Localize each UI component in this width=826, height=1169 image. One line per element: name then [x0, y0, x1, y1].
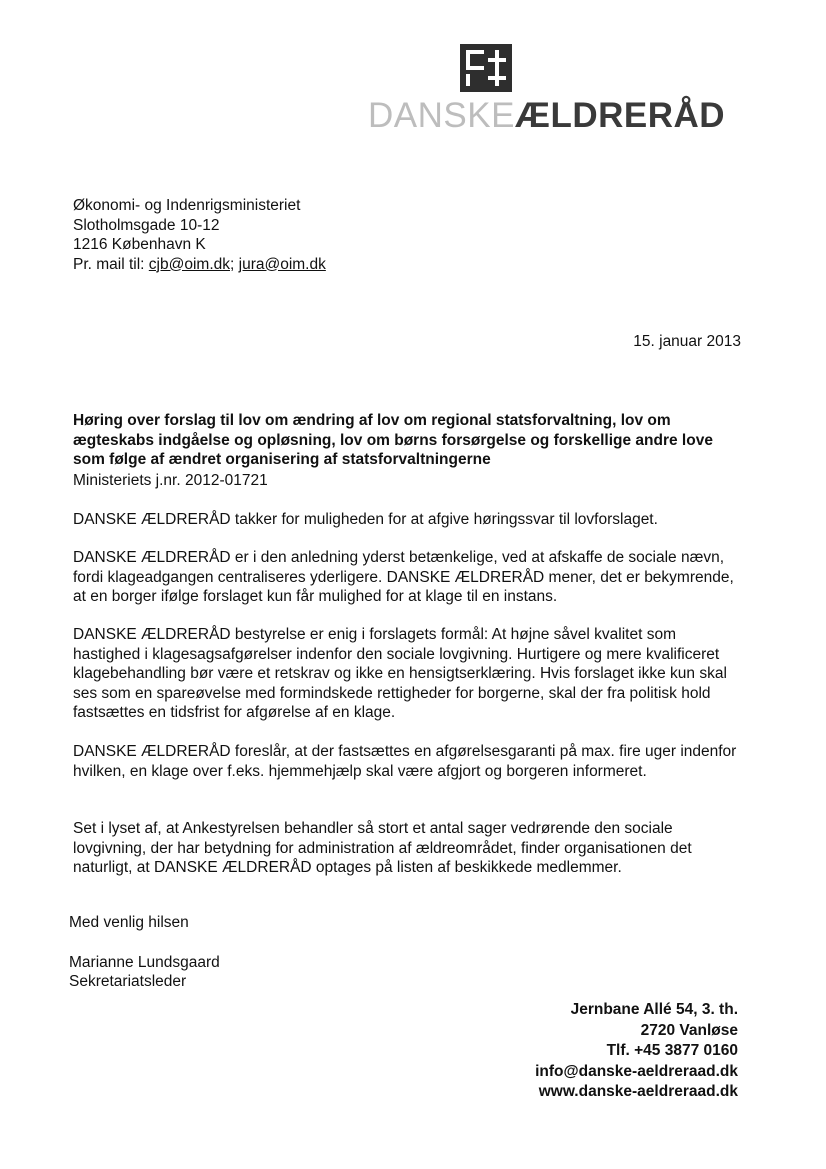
reference-number: Ministeriets j.nr. 2012-01721 — [73, 472, 268, 489]
logo-wordmark-dark: ÆLDRERÅD — [514, 96, 726, 135]
paragraph-1: DANSKE ÆLDRERÅD takker for muligheden for at afgive høringssvar til lovforslaget. — [73, 511, 658, 528]
paragraph-4: DANSKE ÆLDRERÅD foreslår, at der fastsættes en afgørelsesgaranti på max. fire uger indenfor hvilken, en klage over f.eks. hjemmehjælp skal være afgjort og borgeren informeret. — [73, 743, 737, 780]
logo-wordmark — [368, 98, 725, 134]
paragraph-3: DANSKE ÆLDRERÅD bestyrelse er enig i forslagets formål: At højne såvel kvalitet som hastighed i klagesagsafgørelser indenfor den sociale lovgivning. Hurtigere og mere kvalificeret klagebehandling bør være et retskrav og ikke en hensigtserklæring. Hvis forslaget ikke kun skal ses som en spareøvelse med formindskede rettigheder for borgerne, skal der fra politisk hold fastsættes en tidsfrist for afgørelse af en klage. — [73, 626, 727, 721]
signer-name: Marianne Lundsgaard — [69, 954, 220, 971]
signer-title: Sekretariatsleder — [69, 973, 187, 990]
recipient-line-3: 1216 København K — [73, 236, 206, 253]
letter-subject: Høring over forslag til lov om ændring af lov om regional statsforvaltning, lov om ægteskabs indgåelse og opløsning, lov om børns forsørgelse og forskellige andre love som følge af ændret organisering af statsforvaltningerne — [73, 412, 713, 468]
footer-website[interactable]: www.danske-aeldreraad.dk — [538, 1083, 738, 1100]
paragraph-5: Set i lyset af, at Ankestyrelsen behandler så stort et antal sager vedrørende den sociale lovgivning, der har betydning for administration af ældreområdet, finder organisationen det naturligt, at DANSKE ÆLDRERÅD optages på listen af beskikkede medlemmer. — [73, 820, 692, 876]
closing-greeting: Med venlig hilsen — [69, 914, 189, 931]
logo-wordmark-light: DANSKE — [368, 96, 515, 135]
footer-email[interactable]: info@danske-aeldreraad.dk — [535, 1062, 738, 1080]
footer-contact — [535, 1000, 738, 1103]
letter-date: 15. januar 2013 — [633, 333, 741, 350]
mail-link-jura[interactable]: jura@oim.dk — [238, 255, 326, 273]
mail-link-cjb[interactable]: cjb@oim.dk — [148, 255, 230, 273]
recipient-mail-line — [73, 255, 326, 275]
recipient-line-2: Slotholmsgade 10-12 — [73, 216, 220, 234]
letterhead-logo — [368, 44, 728, 136]
recipient-address — [73, 196, 326, 274]
mail-prefix: Pr. mail til: — [73, 255, 149, 273]
footer-city: 2720 Vanløse — [640, 1021, 738, 1039]
mail-separator: ; — [230, 255, 239, 273]
footer-street: Jernbane Allé 54, 3. th. — [570, 1001, 738, 1018]
danske-aeldreraad-logo-icon — [460, 44, 512, 92]
footer-phone: Tlf. +45 3877 0160 — [606, 1042, 738, 1059]
paragraph-2: DANSKE ÆLDRERÅD er i den anledning yderst betænkelige, ved at afskaffe de sociale nævn, fordi klageadgangen centraliseres yderligere. DANSKE ÆLDRERÅD mener, det er bekymrende, at en borger ifølge forslaget kun får mulighed for at klage til en instans. — [73, 549, 734, 605]
recipient-line-1: Økonomi- og Indenrigsministeriet — [73, 197, 301, 214]
